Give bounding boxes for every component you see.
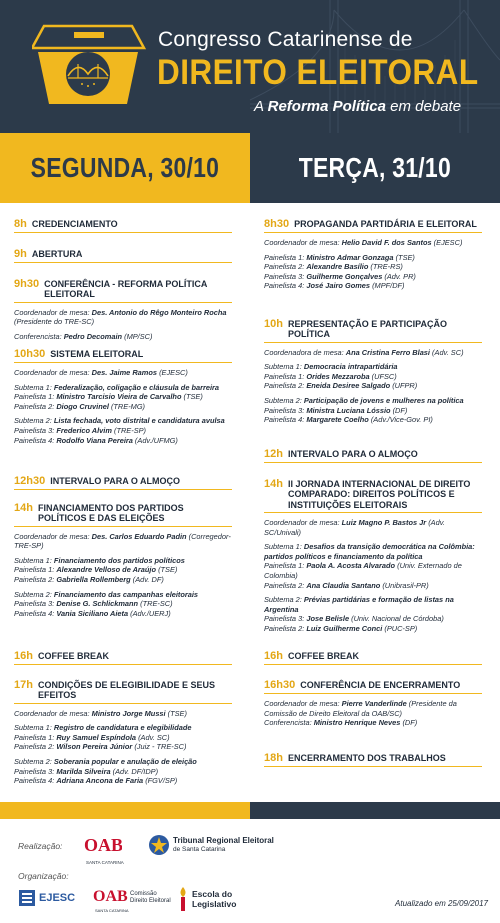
detail-name: Des. Carlos Eduardo Padin xyxy=(91,531,187,541)
detail-role: (TRE-MG) xyxy=(110,401,146,411)
event-subtitle: A Reforma Política em debate xyxy=(254,98,462,115)
session-header xyxy=(264,650,482,665)
organizacao-label: Organização: xyxy=(18,871,69,881)
session-detail-line xyxy=(14,575,232,585)
detail-label: Painelista 3: xyxy=(14,766,55,776)
session-title: INTERVALO PARA O ALMOÇO xyxy=(287,449,418,459)
event-title-line1: Congresso Catarinense de xyxy=(158,28,413,51)
detail-name: José Jairo Gomes xyxy=(306,281,371,291)
detail-role: (TSE) xyxy=(183,392,203,402)
schedule-session xyxy=(14,475,232,495)
detail-name: Luiz Magno P. Bastos Jr xyxy=(341,518,427,528)
detail-label: Painelista 1: xyxy=(264,561,305,571)
session-detail-line xyxy=(264,415,482,425)
session-time: 12h xyxy=(264,448,283,460)
session-time: 14h xyxy=(264,478,283,490)
detail-label: Conferencista: xyxy=(14,331,62,341)
detail-role: (Adv. SC) xyxy=(138,732,170,742)
ballot-box-bridge-logo xyxy=(32,16,147,116)
detail-label: Painelista 2: xyxy=(14,575,55,585)
session-detail-line xyxy=(264,348,482,358)
detail-role: (DF) xyxy=(402,718,418,728)
detail-label: Subtema 1: xyxy=(14,555,52,565)
detail-role: (Unibrasil-PR) xyxy=(382,580,429,590)
schedule-session xyxy=(14,348,232,445)
session-header xyxy=(14,475,232,490)
session-title: COFFEE BREAK xyxy=(287,651,359,661)
detail-label: Painelista 4: xyxy=(264,415,305,425)
tre-logo: Tribunal Regional Eleitoral de Santa Catarina xyxy=(148,833,274,857)
detail-name: Financiamento dos partidos políticos xyxy=(53,555,185,565)
detail-name: Ruy Samuel Espíndola xyxy=(56,732,137,742)
detail-name: Adriana Ancona de Faria xyxy=(56,776,144,786)
detail-role: (Presidente do TRE-SC) xyxy=(14,317,95,327)
detail-label: Painelista 3: xyxy=(264,614,305,624)
session-detail-line xyxy=(264,581,482,591)
detail-name: Rodolfo Viana Pereira xyxy=(56,435,133,445)
detail-role: (Adv. DF/IDP) xyxy=(112,766,159,776)
oab-logo: OAB SANTA CATARINA xyxy=(84,835,124,865)
session-detail-line xyxy=(14,599,232,609)
session-detail-line xyxy=(264,253,482,263)
detail-role: (Adv. SC/Univali) xyxy=(264,518,445,537)
session-header xyxy=(14,278,232,303)
session-detail-line xyxy=(264,362,482,372)
detail-name: Wilson Pereira Júnior xyxy=(56,742,133,752)
updated-date: Atualizado em 25/09/2017 xyxy=(395,899,488,908)
detail-role: (Univ. Externado de Colombia) xyxy=(264,561,462,580)
session-header xyxy=(14,502,232,527)
session-title: INTERVALO PARA O ALMOÇO xyxy=(50,476,181,486)
detail-role: (MP/SC) xyxy=(124,331,153,341)
detail-name: Alexandre Basílio xyxy=(306,262,369,272)
session-time: 17h xyxy=(14,679,33,691)
detail-role: (Adv./Vice-Gov. PI) xyxy=(370,415,433,425)
session-detail-line xyxy=(14,776,232,786)
session-time: 9h30 xyxy=(14,278,40,290)
session-detail-line xyxy=(264,381,482,391)
footer xyxy=(0,819,500,923)
footer-stripe xyxy=(0,802,500,819)
detail-label: Subtema 1: xyxy=(14,382,52,392)
detail-role: (Adv. SC) xyxy=(432,347,464,357)
escola-legislativo-logo: Escola do Legislativo xyxy=(176,885,236,913)
detail-name: Alexandre Velloso de Araújo xyxy=(56,565,156,575)
detail-label: Painelista 1: xyxy=(14,732,55,742)
detail-label: Subtema 2: xyxy=(264,396,302,406)
detail-role: (TRE-RS) xyxy=(370,262,403,272)
schedule-session xyxy=(14,650,232,670)
detail-role: (DF) xyxy=(392,405,408,415)
detail-label: Painelista 4: xyxy=(14,608,55,618)
detail-role: (Presidente da Comissão de Direito Eleitoral da OAB/SC) xyxy=(264,699,457,718)
detail-name: Guilherme Gonçalves xyxy=(306,271,383,281)
detail-label: Coordenadora de mesa: xyxy=(264,347,344,357)
session-title: FINANCIAMENTO DOS PARTIDOS POLÍTICOS E DAS ELEIÇÕES xyxy=(37,503,184,524)
detail-label: Subtema 1: xyxy=(264,542,302,552)
detail-name: Prévias partidárias e formação de listas na Argentina xyxy=(264,595,454,614)
session-detail-line xyxy=(14,426,232,436)
session-title: ENCERRAMENTO DOS TRABALHOS xyxy=(287,753,446,763)
session-time: 16h30 xyxy=(264,679,296,691)
session-detail-line xyxy=(14,565,232,575)
detail-label: Painelista 1: xyxy=(264,371,305,381)
detail-name: Desafios da transição democrática na Colômbia: partidos políticos e financiamento da política xyxy=(264,542,475,561)
session-detail-line xyxy=(14,332,232,342)
detail-label: Painelista 2: xyxy=(14,742,55,752)
detail-role: (FGV/SP) xyxy=(145,776,178,786)
session-time: 8h xyxy=(14,218,27,230)
detail-name: Paola A. Acosta Alvarado xyxy=(306,561,396,571)
session-detail-line xyxy=(14,392,232,402)
detail-label: Painelista 3: xyxy=(264,405,305,415)
detail-name: Ministro Henrique Neves xyxy=(313,718,401,728)
session-detail-line xyxy=(264,699,482,718)
detail-label: Coordenador de mesa: xyxy=(264,238,340,247)
session-time: 10h xyxy=(264,318,283,330)
session-title: CREDENCIAMENTO xyxy=(31,219,118,229)
session-detail-line xyxy=(14,723,232,733)
session-detail-line xyxy=(264,518,482,537)
detail-role: (UFPR) xyxy=(392,381,418,391)
detail-name: Orides Mezzaroba xyxy=(306,371,370,381)
schedule-session xyxy=(14,502,232,618)
session-detail-line xyxy=(14,709,232,719)
detail-role: (TSE) xyxy=(395,252,415,262)
session-header xyxy=(264,218,482,233)
detail-name: Ana Cristina Ferro Blasi xyxy=(345,347,430,357)
detail-role: (Adv. DF) xyxy=(132,575,164,585)
session-time: 8h30 xyxy=(264,218,290,230)
session-title: CONFERÊNCIA - REFORMA POLÍTICA ELEITORAL xyxy=(44,279,208,300)
detail-label: Subtema 2: xyxy=(14,757,52,767)
session-detail-line xyxy=(264,542,482,561)
schedule-session xyxy=(14,218,232,238)
detail-name: Frederico Alvim xyxy=(56,425,112,435)
session-title: ABERTURA xyxy=(31,249,83,259)
detail-name: Eneida Desiree Salgado xyxy=(306,381,391,391)
detail-role: (TSE) xyxy=(167,708,187,718)
detail-role: (TSE) xyxy=(158,565,178,575)
detail-name: Democracia intrapartidária xyxy=(303,362,398,372)
session-header xyxy=(14,679,232,704)
detail-label: Painelista 2: xyxy=(264,381,305,391)
session-header xyxy=(14,650,232,665)
detail-name: Ministro Tarcisio Vieira de Carvalho xyxy=(56,392,182,402)
session-detail-line xyxy=(264,372,482,382)
detail-name: Pierre Vanderlinde xyxy=(341,699,407,708)
session-time: 18h xyxy=(264,752,283,764)
session-detail-line xyxy=(14,733,232,743)
session-detail-line xyxy=(264,396,482,406)
session-detail-line xyxy=(264,614,482,624)
comissao-label: Comissão Direito Eleitoral xyxy=(130,891,171,904)
session-header xyxy=(264,448,482,463)
detail-role: TRE-SP) xyxy=(14,541,44,551)
detail-name: Participação de jovens e mulheres na política xyxy=(303,396,464,406)
detail-label: Subtema 2: xyxy=(14,416,52,426)
session-time: 9h xyxy=(14,248,27,260)
detail-role: (Adv./UERJ) xyxy=(130,608,171,618)
session-detail-line xyxy=(264,262,482,272)
torch-icon xyxy=(176,885,190,913)
session-detail-line xyxy=(14,556,232,566)
detail-label: Painelista 4: xyxy=(14,435,55,445)
detail-label: Subtema 1: xyxy=(264,362,302,372)
detail-role: (UFSC) xyxy=(371,371,397,381)
session-detail-line xyxy=(264,718,482,728)
session-detail-line xyxy=(14,383,232,393)
session-detail-line xyxy=(14,742,232,752)
detail-label: Painelista 1: xyxy=(264,252,305,262)
detail-label: Coordenador de mesa: xyxy=(14,531,90,541)
detail-label: Coordenador de mesa: xyxy=(264,518,340,528)
detail-label: Subtema 2: xyxy=(14,589,52,599)
schedule-session xyxy=(264,650,482,670)
detail-label: Painelista 1: xyxy=(14,392,55,402)
detail-role: (Adv. PR) xyxy=(384,271,416,281)
svg-text:OAB: OAB xyxy=(84,835,122,855)
detail-role: (TRE-SC) xyxy=(140,599,173,609)
session-detail-line xyxy=(14,416,232,426)
session-detail-line xyxy=(264,281,482,291)
ejesc-icon xyxy=(18,889,36,907)
session-detail-line xyxy=(14,317,232,327)
detail-name: Gabriella Rollemberg xyxy=(56,575,131,585)
detail-label: Painelista 2: xyxy=(264,580,305,590)
session-detail-line xyxy=(14,541,232,551)
detail-label: Painelista 4: xyxy=(14,776,55,786)
svg-text:OAB: OAB xyxy=(93,888,128,905)
detail-role: (Corregedor- xyxy=(188,531,231,541)
detail-role: (EJESC) xyxy=(159,368,188,377)
detail-name: Lista fechada, voto distrital e candidatura avulsa xyxy=(53,416,225,426)
day-header-monday: SEGUNDA, 30/10 xyxy=(0,133,250,203)
detail-name: Ministra Luciana Lóssio xyxy=(306,405,391,415)
event-title-line2: DIREITO ELEITORAL xyxy=(157,53,479,92)
session-detail-line xyxy=(264,238,482,248)
session-detail-line xyxy=(14,308,232,318)
detail-name: Marilda Silveira xyxy=(56,766,111,776)
session-time: 16h xyxy=(14,650,33,662)
session-title: II JORNADA INTERNACIONAL DE DIREITO COMPARADO: DIREITOS POLÍTICOS E INSTITUIÇÕES ELEITORAIS xyxy=(287,479,471,510)
session-detail-line xyxy=(14,436,232,446)
ejesc-logo: EJESC xyxy=(18,889,75,907)
detail-role: (TRE-SP) xyxy=(113,425,147,435)
detail-role: (Adv./UFMG) xyxy=(134,435,178,445)
schedule-session xyxy=(14,679,232,786)
session-title: CONFERÊNCIA DE ENCERRAMENTO xyxy=(300,680,461,690)
session-title: REPRESENTAÇÃO E PARTICIPAÇÃO POLÍTICA xyxy=(287,319,447,340)
event-header xyxy=(0,0,500,133)
detail-name: Pedro Decomain xyxy=(63,331,123,341)
detail-label: Painelista 3: xyxy=(14,599,55,609)
session-time: 12h30 xyxy=(14,475,46,487)
detail-label: Subtema 2: xyxy=(264,595,302,605)
schedule-session xyxy=(264,478,482,634)
session-detail-line xyxy=(14,757,232,767)
session-detail-line xyxy=(264,272,482,282)
detail-name: Margarete Coelho xyxy=(306,415,369,425)
detail-role: (PUC-SP) xyxy=(384,623,418,633)
detail-label: Coordenador de mesa: xyxy=(14,307,90,317)
detail-role: (MPF/DF) xyxy=(372,281,405,291)
session-detail-line xyxy=(264,595,482,614)
detail-name: Soberania popular e anulação de eleição xyxy=(53,757,197,767)
detail-label: Painelista 4: xyxy=(264,281,305,291)
session-detail-line xyxy=(264,406,482,416)
day-header-tuesday: TERÇA, 31/10 xyxy=(250,133,500,203)
detail-label: Painelista 3: xyxy=(14,425,55,435)
schedule-session xyxy=(264,318,482,425)
session-detail-line xyxy=(14,368,232,378)
session-title: SISTEMA ELEITORAL xyxy=(50,349,144,359)
detail-label: Painelista 2: xyxy=(14,401,55,411)
detail-name: Denise G. Schlickmann xyxy=(56,599,139,609)
oab-logo-org: OAB SANTA CATARINA xyxy=(93,888,129,913)
detail-label: Coordenador de mesa: xyxy=(14,708,90,718)
session-detail-line xyxy=(14,767,232,777)
detail-label: Painelista 2: xyxy=(264,623,305,633)
detail-label: Coordenador de mesa: xyxy=(14,368,90,377)
schedule-session xyxy=(264,752,482,772)
detail-name: Diogo Cruvinel xyxy=(56,401,109,411)
session-header xyxy=(264,752,482,767)
session-time: 14h xyxy=(14,502,33,514)
session-detail-line xyxy=(264,624,482,634)
detail-name: Luiz Guilherme Conci xyxy=(306,623,383,633)
session-header xyxy=(14,248,232,263)
detail-name: Vania Siciliano Aieta xyxy=(56,608,129,618)
detail-name: Registro de candidatura e elegibilidade xyxy=(53,723,192,733)
detail-name: Jose Belisle xyxy=(306,614,350,624)
detail-role: (Juiz - TRE-SC) xyxy=(134,742,187,752)
session-title: PROPAGANDA PARTIDÁRIA E ELEITORAL xyxy=(294,219,477,229)
detail-label: Coordenador de mesa: xyxy=(264,699,340,708)
detail-label: Painelista 2: xyxy=(264,262,305,272)
session-header xyxy=(14,348,232,363)
detail-name: Ministro Admar Gonzaga xyxy=(306,252,394,262)
detail-role: (Univ. Nacional de Córdoba) xyxy=(351,614,444,624)
session-detail-line xyxy=(14,609,232,619)
detail-label: Subtema 1: xyxy=(14,723,52,733)
session-time: 10h30 xyxy=(14,348,46,360)
detail-name: Federalização, coligação e cláusula de barreira xyxy=(53,382,220,392)
session-header xyxy=(264,478,482,513)
schedule-session xyxy=(264,679,482,728)
detail-name: Helio David F. dos Santos xyxy=(341,238,432,247)
schedule-session xyxy=(14,278,232,341)
session-header xyxy=(14,218,232,233)
session-header xyxy=(264,679,482,694)
session-title: COFFEE BREAK xyxy=(37,651,109,661)
tre-emblem-icon xyxy=(148,833,170,857)
detail-name: Financiamento das campanhas eleitorais xyxy=(53,589,199,599)
session-detail-line xyxy=(14,402,232,412)
detail-name: Des. Antonio do Rêgo Monteiro Rocha xyxy=(91,307,227,317)
realizacao-label: Realização: xyxy=(18,841,63,851)
detail-role: (EJESC) xyxy=(433,238,463,247)
detail-label: Conferencista: xyxy=(264,718,312,728)
detail-name: Ana Claudia Santano xyxy=(306,580,381,590)
session-detail-line xyxy=(14,590,232,600)
schedule-session xyxy=(14,248,232,268)
session-detail-line xyxy=(264,561,482,580)
session-detail-line xyxy=(14,532,232,542)
detail-name: Ministro Jorge Mussi xyxy=(91,708,166,718)
session-time: 16h xyxy=(264,650,283,662)
detail-name: Des. Jaime Ramos xyxy=(91,368,157,377)
schedule-session xyxy=(264,448,482,468)
detail-label: Painelista 1: xyxy=(14,565,55,575)
schedule-session xyxy=(264,218,482,291)
detail-label: Painelista 3: xyxy=(264,271,305,281)
session-header xyxy=(264,318,482,343)
session-title: CONDIÇÕES DE ELEGIBILIDADE E SEUS EFEITOS xyxy=(37,680,215,701)
